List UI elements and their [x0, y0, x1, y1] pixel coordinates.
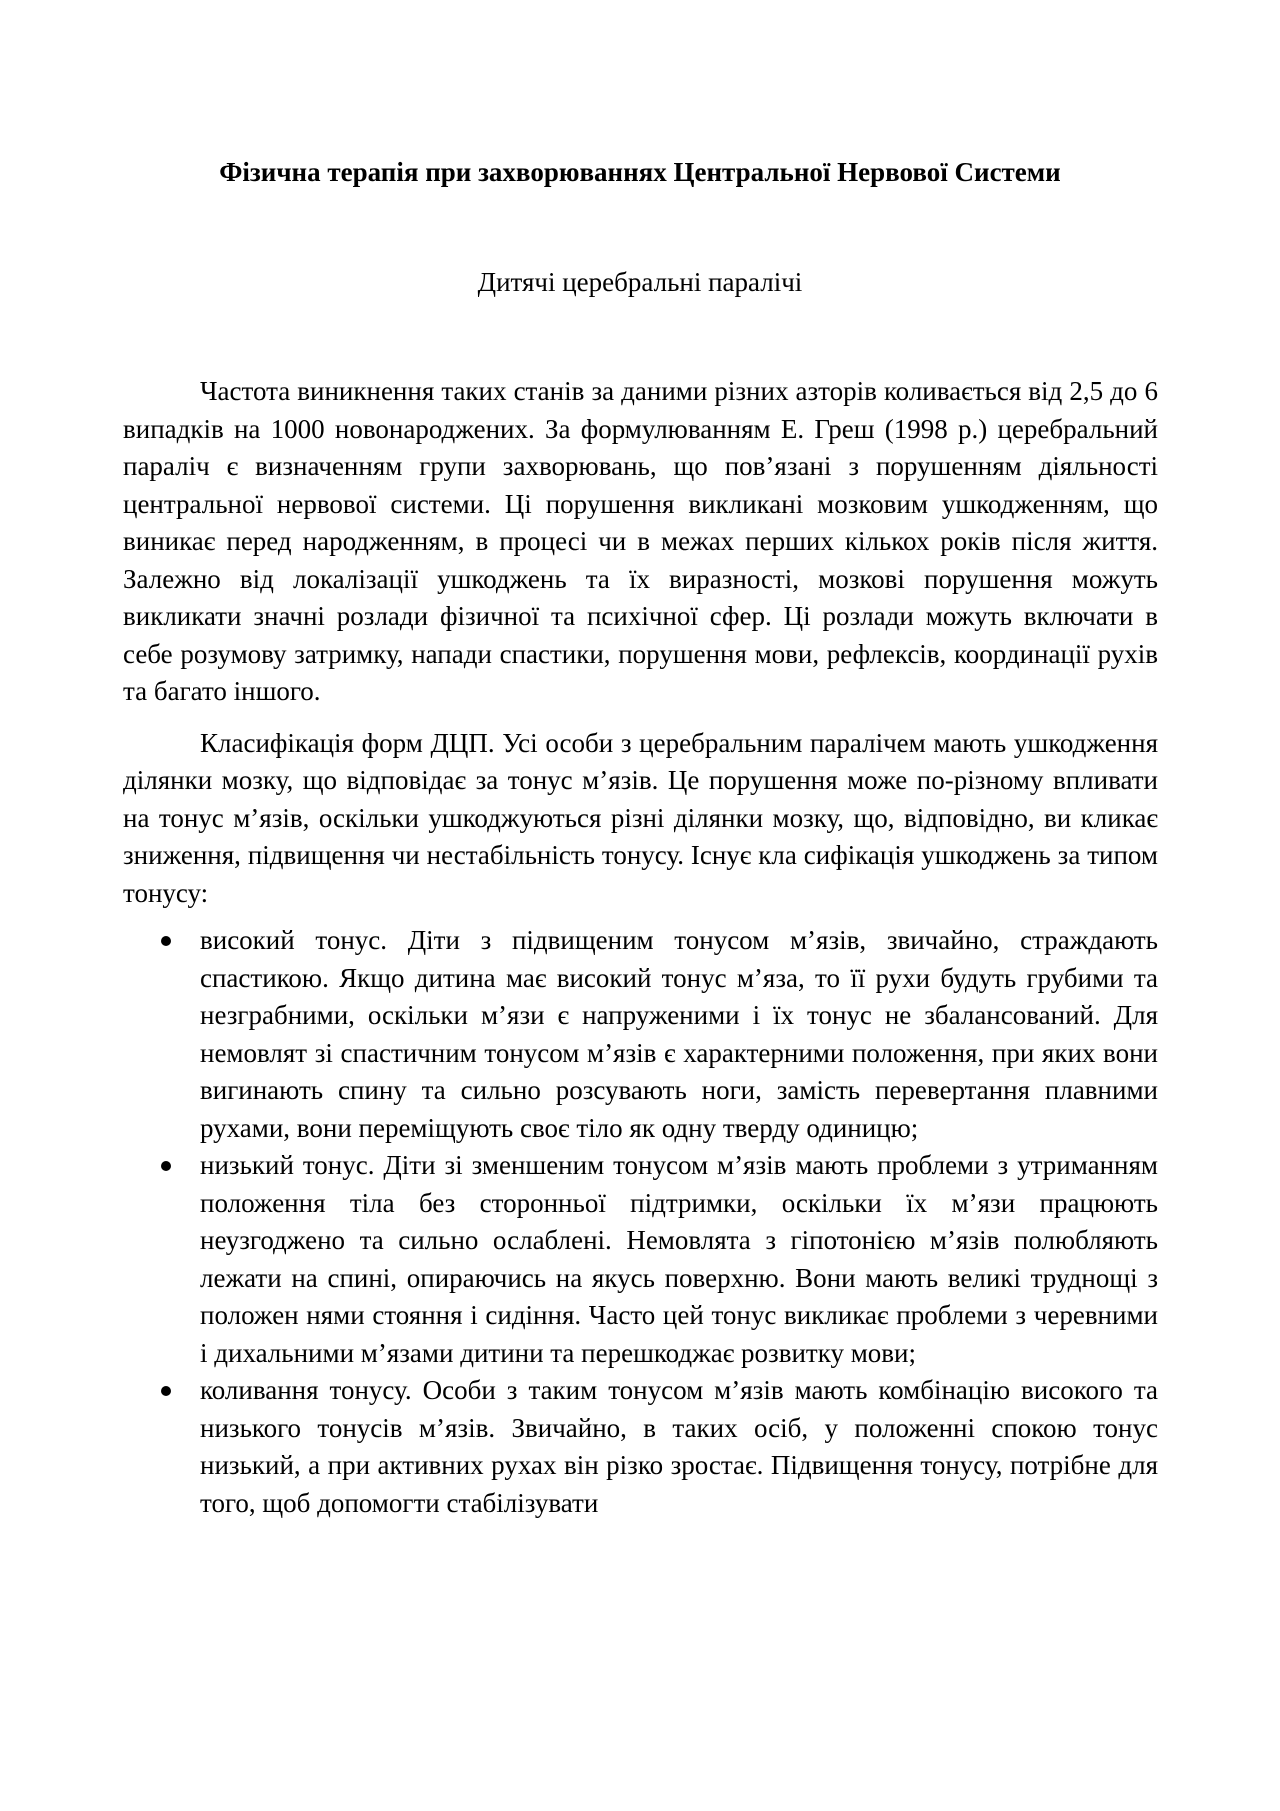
list-item-text: коливання тонусу. Особи з таким тонусом м’язів мають комбінацію високого та низького тонусів м’язів. Звичайно, в таких осіб, у положенні спокою тонус низький, а при активних рухах він різко зростає. Підвищення тонусу, потрібне для того, щоб допомогти стабілізувати: [200, 1375, 1158, 1518]
document-subtitle: Дитячі церебральні паралічі: [477, 267, 803, 297]
bullet-icon: [161, 1161, 171, 1171]
bullet-icon: [161, 936, 171, 946]
list-item-text: низький тонус. Діти зі зменшеним тонусом м’язів мають проблеми з утриманням положення тіла без сторонньої підтримки, оскільки їх м’язи працюють неузгоджено та сильно ослаблені. Немовлята з гіпотонією м’язів полюбляють лежати на спині, опираючись на якусь поверхню. Вони мають великі труднощі з положен нями стояння і сидіння. Часто цей тонус викликає проблеми з черевними і дихальними м’язами дитини та перешкоджає розвитку мови;: [200, 1150, 1158, 1368]
document-title: Фізична терапія при захворюваннях Центральної Нервової Системи: [219, 157, 1061, 187]
tonus-type-list: [123, 922, 1158, 1522]
document-body: [123, 373, 1158, 1522]
bullet-icon: [161, 1386, 171, 1396]
list-item-high-tonus: [123, 922, 1158, 1147]
paragraph-prevalence: Частота виникнення таких станів за даними різних азторів коливається від 2,5 до 6 випадків на 1000 новонароджених. За формулюванням Е. Греш (1998 р.) церебральний параліч є визначенням групи захворювань, що пов’язані з порушенням діяльності центральної нервової системи. Ці порушення викликані мозковим ушкодженням, що виникає перед народженням, в процесі чи в межах перших кількох років після життя. Залежно від локалізації ушкоджень та їх виразності, мозкові порушення можуть викликати значні розлади фізичної та психічної сфер. Ці розлади можуть включати в себе розумову затримку, напади спастики, порушення мови, рефлексів, координації рухів та багато іншого.: [123, 376, 1158, 706]
paragraph-classification: Класифікація форм ДЦП. Усі особи з церебральним паралічем мають ушкодження ділянки мозку, що відповідає за тонус м’язів. Це порушення може по-різному впливати на тонус м’язів, оскільки ушкоджуються різні ділянки мозку, що, відповідно, ви кликає зниження, підвищення чи нестабільність тонусу. Існує кла сифікація ушкоджень за типом тонусу:: [123, 727, 1158, 908]
list-item-text: високий тонус. Діти з підвищеним тонусом м’язів, звичайно, страждають спастикою. Якщо дитина має високий тонус м’яза, то її рухи будуть грубими та незграбними, оскільки м’язи є напруженими і їх тонус не збалансований. Для немовлят зі спастичним тонусом м’язів є характерними положення, при яких вони вигинають спину та сильно розсувають ноги, замість перевертання плавними рухами, вони переміщують своє тіло як одну тверду одиницю;: [200, 925, 1158, 1143]
list-item-fluctuating-tonus: [123, 1372, 1158, 1522]
list-item-low-tonus: [123, 1147, 1158, 1372]
